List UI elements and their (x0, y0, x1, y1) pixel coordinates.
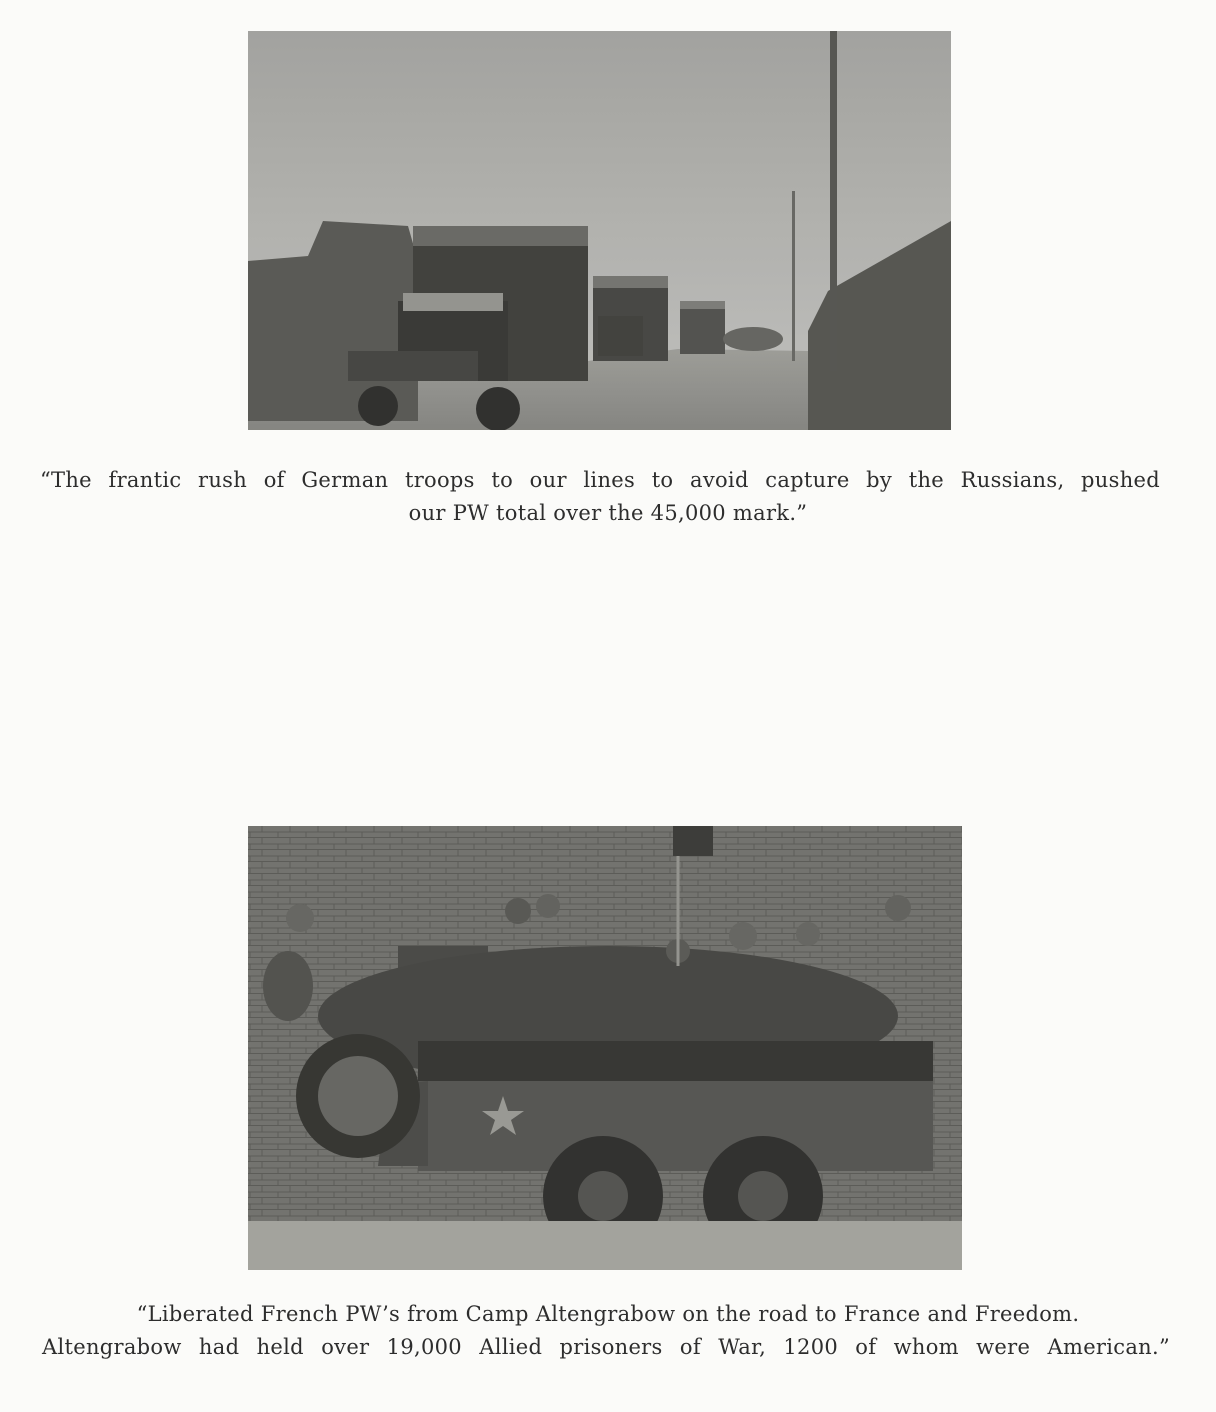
caption-2-line-1: “Liberated French PW’s from Camp Altengrabow on the road to France and Freedom. (136, 1302, 1080, 1326)
caption-1-line-2: our PW total over the 45,000 mark.” (408, 501, 808, 525)
caption-2-line-2: Altengrabow had held over 19,000 Allied prisoners of War, 1200 of whom were American.” (42, 1335, 1170, 1359)
german-trucks-photo (248, 31, 951, 430)
caption-1-line-1: “The frantic rush of German troops to our lines to avoid capture by the Russians, pushed (40, 468, 1160, 492)
liberated-prisoners-image (248, 826, 962, 1270)
liberated-prisoners-photo (248, 826, 962, 1270)
german-trucks-image (248, 31, 951, 430)
